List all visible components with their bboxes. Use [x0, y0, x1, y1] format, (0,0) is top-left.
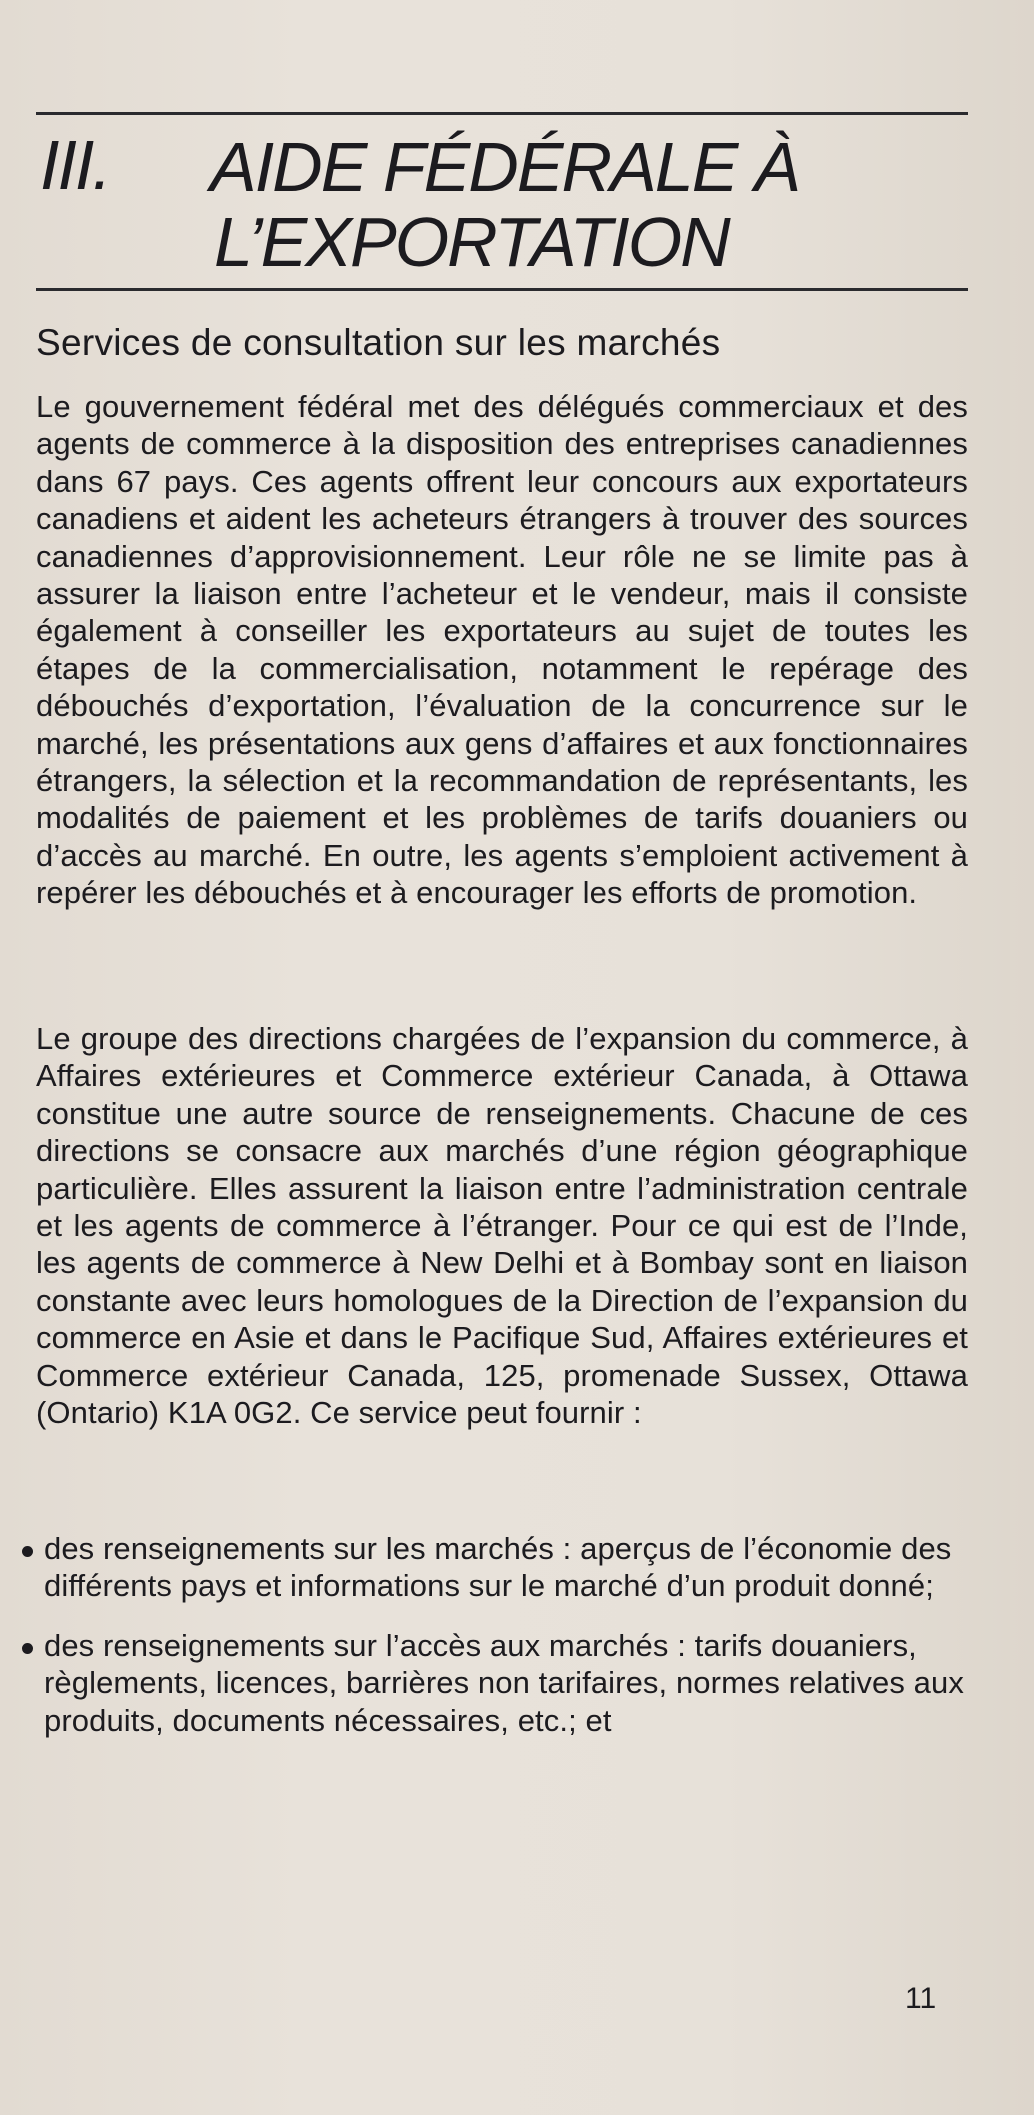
- chapter-number: III.: [40, 126, 110, 204]
- bullet-item-market-access: [20, 1627, 968, 1739]
- paragraph-2: Le groupe des directions chargées de l’expansion du commerce, à Affaires extérieures et Commerce extérieur Canada, à Ottawa constitue une autre source de renseignements. Chacune de ces directions se consacre aux marchés d’une région géographique particulière. Elles assurent la liaison entre l’administration centrale et les agents de commerce à l’étranger. Pour ce qui est de l’Inde, les agents de commerce à New Delhi et à Bombay sont en liaison constante avec leurs homologues de la Direction de l’expansion du commerce en Asie et dans le Pacifique Sud, Affaires extérieures et Commerce extérieur Canada, 125, promenade Sussex, Ottawa (Ontario) K1A 0G2. Ce service peut fournir :: [36, 1021, 968, 1431]
- top-rule: [36, 112, 968, 115]
- bullet-item-market-info: [20, 1530, 968, 1605]
- chapter-title-line-2: L’EXPORTATION: [214, 202, 729, 281]
- chapter-title-line-1: AIDE FÉDÉRALE À: [210, 128, 799, 206]
- section-heading: Services de consultation sur les marchés: [36, 322, 721, 363]
- paragraph-1: Le gouvernement fédéral met des délégués commerciaux et des agents de commerce à la disposition des entreprises canadiennes dans 67 pays. Ces agents offrent leur concours aux exportateurs canadiens et aident les acheteurs étrangers à trouver des sources canadiennes d’approvisionnement. Leur rôle ne se limite pas à assurer la liaison entre l’acheteur et le vendeur, mais il consiste également à conseiller les exportateurs au sujet de toutes les étapes de la commercialisation, notamment le repérage des débouchés d’exportation, l’évaluation de la concurrence sur le marché, les présentations aux gens d’affaires et aux fonctionnaires étrangers, la sélection et la recommandation de représentants, les modalités de paiement et les problèmes de tarifs douaniers ou d’accès au marché. En outre, les agents s’emploient activement à repérer les débouchés et à encourager les efforts de promotion.: [36, 389, 968, 911]
- bullet-dot-icon: [22, 1546, 33, 1557]
- bullet-dot-icon: [22, 1643, 33, 1654]
- bottom-rule: [36, 288, 968, 291]
- bullet-list: [20, 1530, 968, 1761]
- page-number: 11: [905, 1982, 937, 2015]
- chapter-title: [210, 130, 950, 280]
- bullet-text: des renseignements sur l’accès aux marchés : tarifs douaniers, règlements, licences, barrières non tarifaires, normes relatives aux produits, documents nécessaires, etc.; et: [44, 1627, 964, 1738]
- bullet-text: des renseignements sur les marchés : aperçus de l’économie des différents pays et informations sur le marché d’un produit donné;: [44, 1531, 952, 1604]
